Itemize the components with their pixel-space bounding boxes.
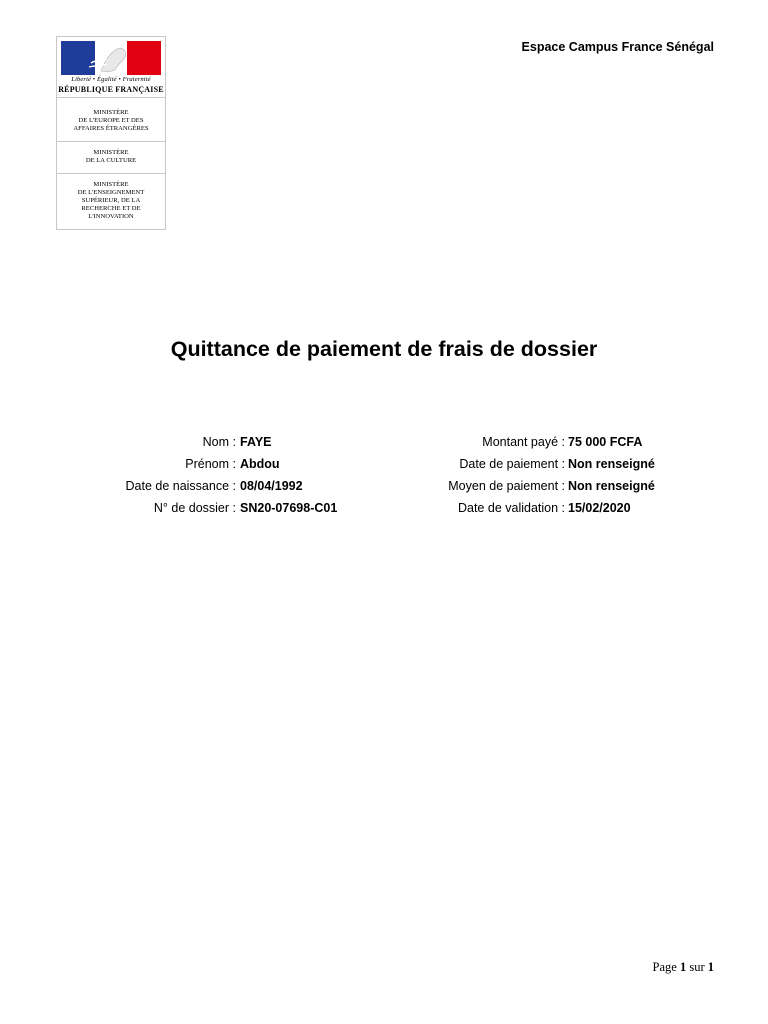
field-label: Prénom : bbox=[185, 457, 236, 471]
field-label: Date de paiement : bbox=[459, 457, 565, 471]
current-page: 1 bbox=[679, 960, 687, 974]
logo-divider bbox=[57, 173, 165, 174]
field-label: Date de naissance : bbox=[125, 479, 236, 493]
field-label: Moyen de paiement : bbox=[448, 479, 565, 493]
field-value: 75 000 FCFA bbox=[568, 435, 643, 449]
field-label: N° de dossier : bbox=[153, 501, 236, 515]
field-value: FAYE bbox=[240, 435, 272, 449]
ministry-culture: MINISTÈRE DE LA CULTURE bbox=[85, 149, 137, 164]
marianne-flag-icon bbox=[61, 41, 161, 75]
page-counter bbox=[653, 960, 714, 975]
republic-name: RÉPUBLIQUE FRANÇAISE bbox=[58, 85, 164, 94]
field-value: Non renseigné bbox=[568, 457, 655, 471]
logo-divider bbox=[57, 141, 165, 142]
field-value: SN20-07698-C01 bbox=[240, 501, 338, 515]
marianne-logo bbox=[56, 36, 166, 230]
document-title: Quittance de paiement de frais de dossier bbox=[170, 337, 598, 361]
total-pages: 1 bbox=[707, 960, 714, 974]
field-label: Date de validation : bbox=[457, 501, 565, 515]
field-value: Non renseigné bbox=[568, 479, 655, 493]
field-label: Nom : bbox=[202, 435, 236, 449]
ministry-higher-education: MINISTÈRE DE L'ENSEIGNEMENT SUPÉRIEUR, DE LA RECHERCHE ET DE L'INNOVATION bbox=[77, 181, 145, 220]
of-word: sur bbox=[689, 960, 705, 974]
ministry-europe: MINISTÈRE DE L'EUROPE ET DES AFFAIRES ÉTRANGÈRES bbox=[73, 109, 149, 132]
page-word: Page bbox=[652, 960, 677, 974]
field-value: 15/02/2020 bbox=[568, 501, 631, 515]
republic-motto: Liberté • Égalité • Fraternité bbox=[71, 76, 151, 83]
field-value: Abdou bbox=[240, 457, 280, 471]
field-value: 08/04/1992 bbox=[240, 479, 303, 493]
organization-name: Espace Campus France Sénégal bbox=[521, 40, 714, 54]
field-label: Montant payé : bbox=[482, 435, 565, 449]
logo-divider bbox=[57, 97, 165, 98]
